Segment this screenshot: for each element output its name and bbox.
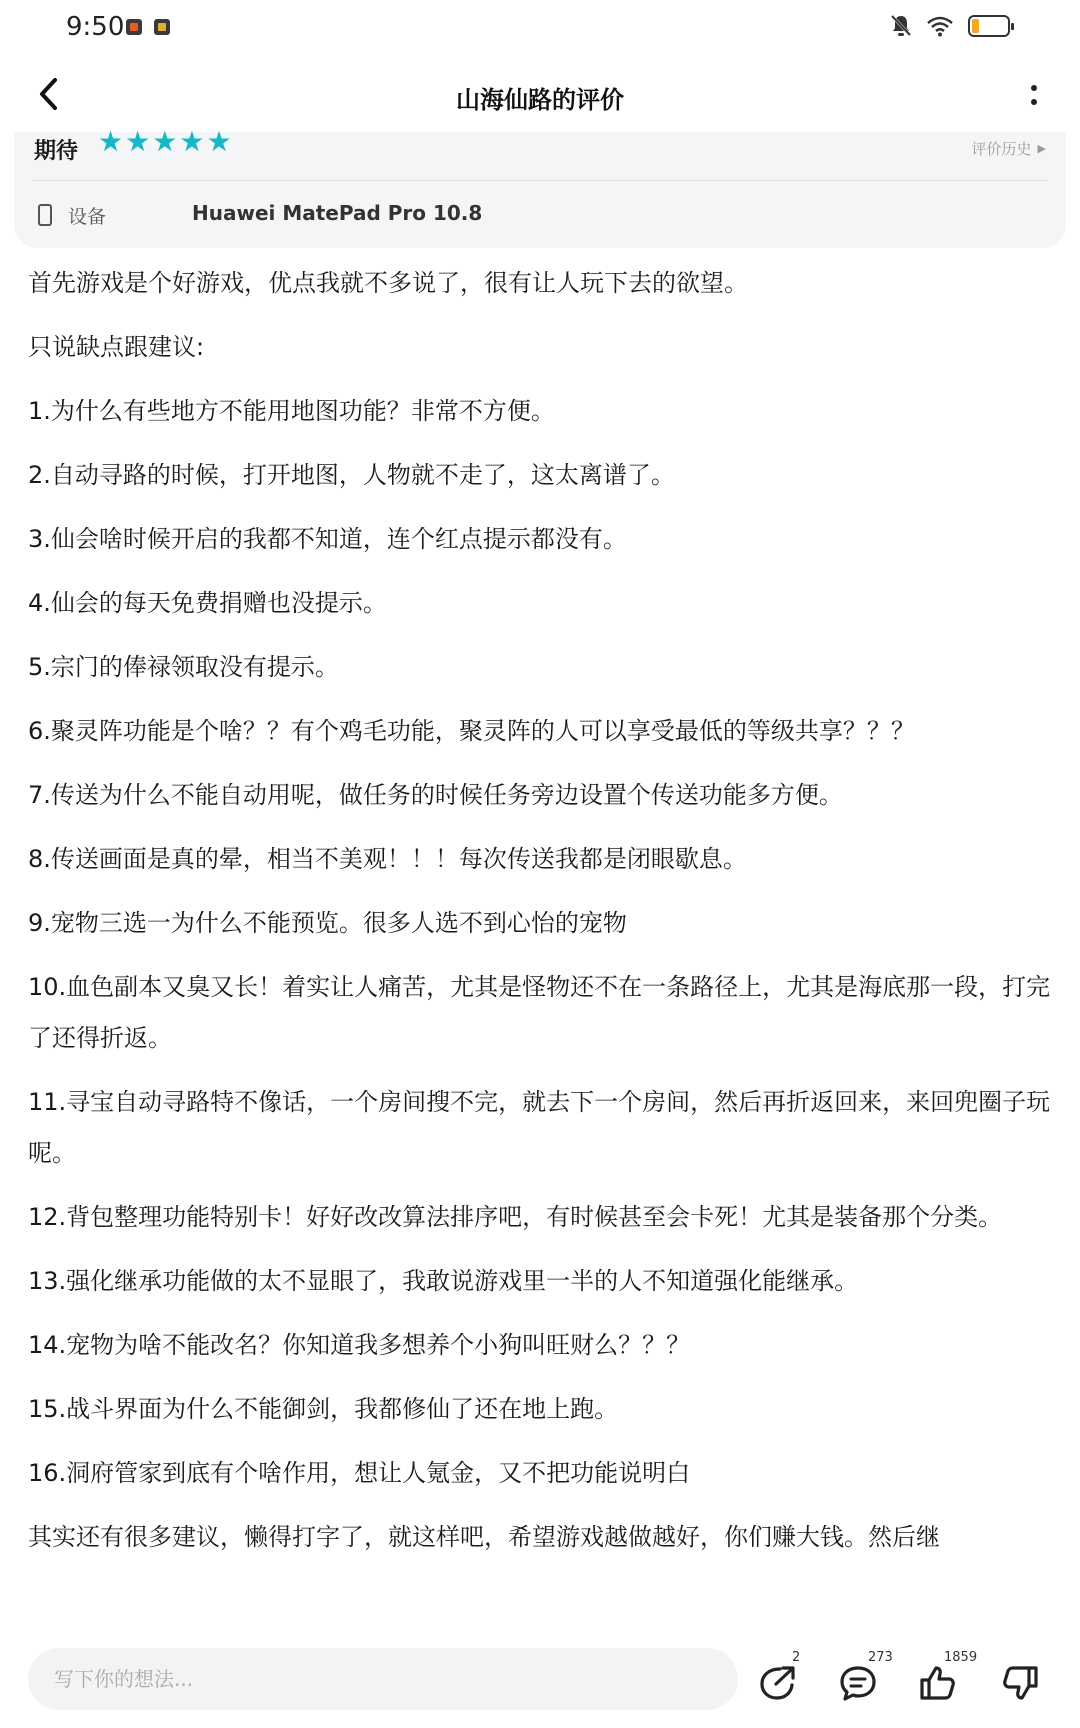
rating-label: 期待 <box>34 139 79 164</box>
star-icon: ★ <box>206 125 232 158</box>
rating-history-label: 评价历史 <box>971 140 1032 158</box>
review-paragraph: 13.强化继承功能做的太不显眼了，我敢说游戏里一半的人不知道强化能继承。 <box>28 1267 859 1295</box>
comment-button[interactable] <box>828 1650 893 1710</box>
review-paragraph: 5.宗门的俸禄领取没有提示。 <box>28 653 339 681</box>
comment-input[interactable] <box>28 1648 738 1710</box>
star-icon: ★ <box>179 125 205 158</box>
star-rating <box>98 125 232 158</box>
rating-history-link[interactable] <box>972 138 1046 159</box>
review-paragraph: 16.洞府管家到底有个啥作用，想让人氪金，又不把功能说明白 <box>28 1459 691 1487</box>
review-paragraph: 只说缺点跟建议: <box>28 333 205 361</box>
battery-level <box>972 19 979 33</box>
device-label: 设备 <box>68 206 107 228</box>
review-paragraph: 4.仙会的每天免费捐赠也没提示。 <box>28 589 387 617</box>
device-name: Huawei MatePad Pro 10.8 <box>192 201 483 225</box>
status-bar <box>0 0 1080 56</box>
review-paragraph: 12.背包整理功能特别卡！好好改改算法排序吧，有时候甚至会卡死！尤其是装备那个分类。 <box>28 1203 1003 1231</box>
bottom-action-bar <box>0 1636 1080 1728</box>
rating-card <box>14 125 1066 248</box>
device-icon <box>38 204 52 226</box>
dislike-button[interactable] <box>990 1650 1050 1710</box>
share-button[interactable] <box>748 1650 808 1710</box>
like-button[interactable] <box>908 1650 978 1710</box>
review-paragraph: 其实还有很多建议，懒得打字了，就这样吧，希望游戏越做越好，你们赚大钱。然后继 <box>28 1523 940 1551</box>
review-paragraph: 2.自动寻路的时候，打开地图，人物就不走了，这太离谱了。 <box>28 461 675 489</box>
review-paragraph: 11.寻宝自动寻路特不像话，一个房间搜不完，就去下一个房间，然后再折返回来，来回兜圈子玩呢。 <box>28 1088 1051 1167</box>
star-icon: ★ <box>152 125 178 158</box>
thumbs-up-icon <box>918 1664 958 1702</box>
wifi-icon <box>926 15 954 37</box>
more-options-button[interactable] <box>1014 70 1054 120</box>
bell-muted-icon <box>890 14 912 38</box>
app-notification-icon <box>126 19 142 35</box>
share-icon <box>758 1664 798 1702</box>
star-icon: ★ <box>125 125 151 158</box>
review-paragraph: 9.宠物三选一为什么不能预览。很多人选不到心怡的宠物 <box>28 909 627 937</box>
top-nav-bar <box>0 60 1080 130</box>
status-icons <box>890 14 1010 38</box>
more-vertical-icon <box>1031 85 1037 91</box>
app-notification-icon <box>154 19 170 35</box>
share-count: 2 <box>792 1650 801 1665</box>
review-paragraph: 6.聚灵阵功能是个啥？？有个鸡毛功能，聚灵阵的人可以享受最低的等级共享？？？ <box>28 717 915 745</box>
review-paragraph: 14.宠物为啥不能改名？你知道我多想养个小狗叫旺财么？？？ <box>28 1331 691 1359</box>
page-title: 山海仙路的评价 <box>456 86 624 114</box>
review-paragraph: 首先游戏是个好游戏，优点我就不多说了，很有让人玩下去的欲望。 <box>28 269 748 297</box>
triangle-right-icon: ▶ <box>1037 142 1046 155</box>
review-text <box>28 258 1058 1626</box>
status-time: 9:50 <box>66 12 125 42</box>
review-paragraph: 7.传送为什么不能自动用呢，做任务的时候任务旁边设置个传送功能多方便。 <box>28 781 843 809</box>
review-paragraph: 3.仙会啥时候开启的我都不知道，连个红点提示都没有。 <box>28 525 627 553</box>
comment-icon <box>838 1664 878 1702</box>
review-paragraph: 10.血色副本又臭又长！着实让人痛苦，尤其是怪物还不在一条路径上，尤其是海底那一段，打完了还得折返。 <box>28 973 1051 1052</box>
thumbs-down-icon <box>1000 1664 1040 1702</box>
like-count: 1859 <box>944 1650 978 1665</box>
battery-icon <box>968 15 1010 37</box>
comment-count: 273 <box>868 1650 893 1665</box>
more-vertical-icon <box>1031 99 1037 105</box>
star-icon: ★ <box>98 125 124 158</box>
review-paragraph: 1.为什么有些地方不能用地图功能？非常不方便。 <box>28 397 555 425</box>
review-paragraph: 8.传送画面是真的晕，相当不美观！！！每次传送我都是闭眼歇息。 <box>28 845 747 873</box>
divider <box>32 180 1048 181</box>
review-paragraph: 15.战斗界面为什么不能御剑，我都修仙了还在地上跑。 <box>28 1395 619 1423</box>
